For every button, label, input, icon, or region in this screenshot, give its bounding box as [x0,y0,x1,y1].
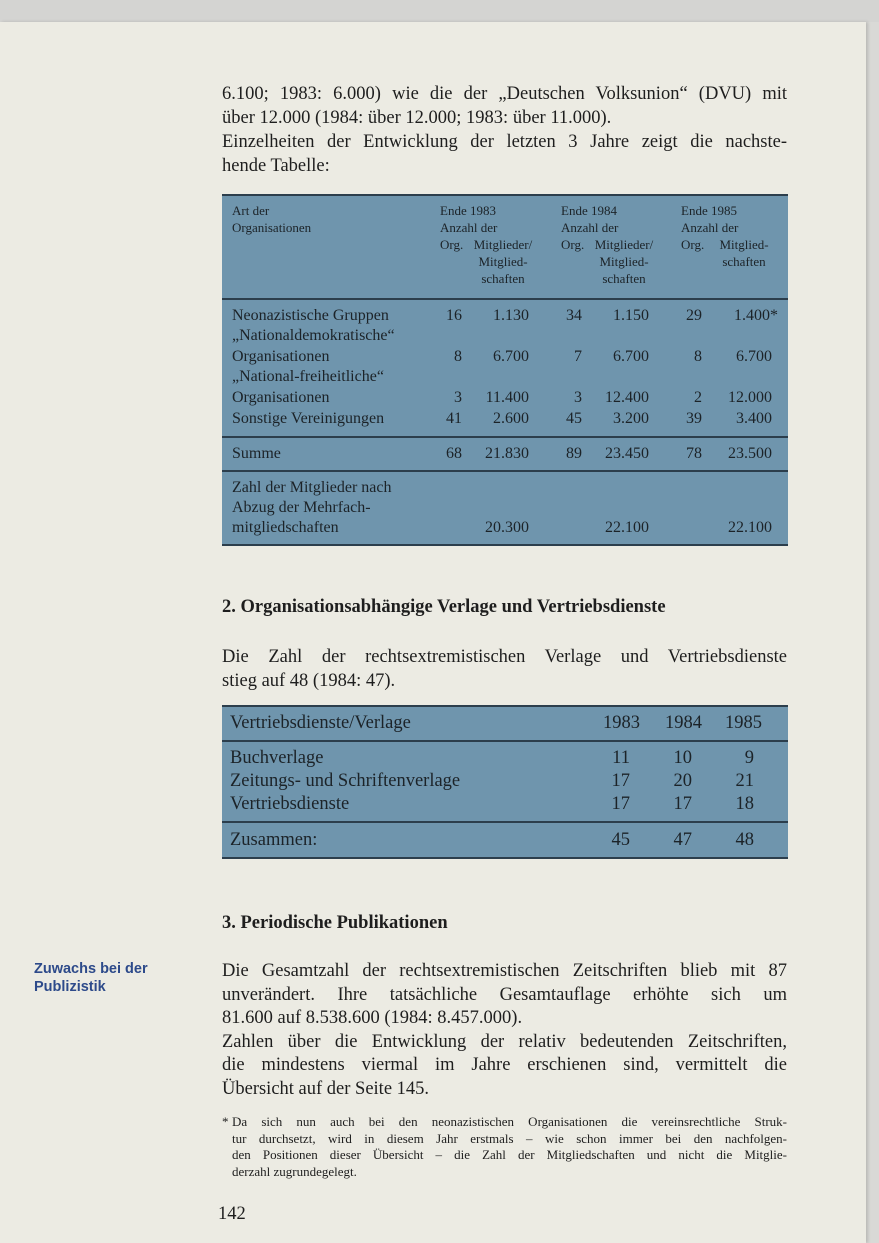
net-1985: 22.100 [728,519,772,536]
cell-org-1984: 3 [574,389,582,406]
cell-1985: 21 [735,771,754,791]
footnote-line: den Positionen dieser Übersicht – die Zahl der Mitgliedschaften und nicht die Mitglie- [232,1147,787,1162]
sum-label: Summe [232,445,281,462]
table-rule [222,544,788,546]
sum-org-1984: 89 [566,445,582,462]
cell-org-1985: 2 [694,389,702,406]
cell-1983: 17 [611,794,630,814]
paragraph-line: Die Gesamtzahl der rechtsextremistischen Zeitschriften blieb mit 87 [222,961,787,981]
paragraph-line: Zahlen über die Entwicklung der relativ bedeutenden Zeitschriften, [222,1031,787,1052]
section-3-paragraph [222,960,787,1101]
sum-members-1984: 23.450 [605,445,649,462]
table-rule [222,194,788,196]
table-rule [222,470,788,472]
cell-members-1985: 1.400* [734,307,778,324]
sum-members-1983: 21.830 [485,445,529,462]
row-label: „Nationaldemokratische“ [232,327,395,344]
header-year: 1983 [603,713,640,733]
footnote-line: derzahl zugrundegelegt. [232,1163,357,1179]
cell-org-1983: 8 [454,348,462,365]
cell-members-1983: 1.130 [493,307,529,324]
table-rule [222,298,788,300]
subheader-members-1983: Mitglieder/ Mitglied- schaften [473,237,533,286]
cell-1984: 17 [673,794,692,814]
scan-top-band [0,0,879,22]
cell-org-1985: 29 [686,307,702,324]
intro-line: 6.100; 1983: 6.000) wie die der „Deutschen Volksunion“ (DVU) mit [222,84,787,104]
header-1984: Ende 1984 Anzahl der [561,203,619,235]
header-1983: Ende 1983 Anzahl der [440,203,498,235]
cell-1984: 10 [673,748,692,768]
subheader-org-1985: Org. [681,237,705,252]
row-label: Zeitungs- und Schriftenverlage [230,771,461,791]
cell-1985: 18 [735,794,754,814]
paragraph-line: die mindestens viermal im Jahre erschienen sind, vermittelt die [222,1055,787,1075]
cell-members-1985: 12.000 [728,389,772,406]
cell-org-1985: 8 [694,348,702,365]
intro-line: hende Tabelle: [222,156,330,176]
section-2-paragraph [222,645,787,693]
cell-1983: 17 [611,771,630,791]
footnote-marker: * [222,1114,229,1129]
subheader-members-1984: Mitglieder/ Mitglied- schaften [594,237,654,286]
row-label: Sonstige Vereinigungen [232,410,385,427]
row-label: „National-freiheitliche“ [232,368,384,385]
row-label: Neonazistische Gruppen [232,307,389,324]
subheader-org-1984: Org. [561,237,585,252]
table-rule [222,436,788,438]
footnote-line: Da sich nun auch bei den neonazistischen Organisationen die vereinsrechtliche Struk- [232,1114,787,1129]
page-number: 142 [218,1204,246,1224]
cell-1985: 9 [744,748,754,768]
paragraph-line: 81.600 auf 8.538.600 (1984: 8.457.000). [222,1008,523,1028]
publishers-table [222,705,788,859]
row-label: Vertriebsdienste [230,794,350,814]
total-1984: 47 [673,830,692,850]
cell-1983: 11 [612,748,630,768]
subheader-members-1985: Mitglied- schaften [719,237,769,269]
table-rule [222,821,788,823]
paragraph-line: stieg auf 48 (1984: 47). [222,671,396,691]
sum-members-1985: 23.500 [728,445,772,462]
organisations-table [222,194,788,546]
sum-org-1983: 68 [446,445,462,462]
header-label: Vertriebsdienste/Verlage [230,713,411,733]
table-rule [222,857,788,859]
cell-org-1984: 7 [574,348,582,365]
cell-1984: 20 [673,771,692,791]
row-label: Organisationen [232,348,330,365]
row-label: Organisationen [232,389,330,406]
cell-org-1984: 34 [566,307,582,324]
cell-org-1983: 41 [446,410,462,427]
table-rule [222,740,788,742]
cell-org-1984: 45 [566,410,582,427]
subheader-org-1983: Org. [440,237,464,252]
margin-note: Zuwachs bei der Publizistik [34,961,148,995]
cell-members-1983: 11.400 [485,389,529,406]
paragraph-line: unverändert. Ihre tatsächliche Gesamtauflage erhöhte sich um [222,984,787,1005]
total-label: Zusammen: [230,830,318,850]
intro-line: Einzelheiten der Entwicklung der letzten 3 Jahre zeigt die nachste- [222,132,787,152]
cell-members-1985: 6.700 [736,348,772,365]
total-1985: 48 [735,830,754,850]
cell-members-1985: 3.400 [736,410,772,427]
header-year: 1984 [665,713,702,733]
cell-org-1983: 16 [446,307,462,324]
net-1983: 20.300 [485,519,529,536]
section-2-heading: 2. Organisationsabhängige Verlage und Vertriebsdienste [222,597,666,617]
cell-org-1985: 39 [686,410,702,427]
footnote-line: tur durchsetzt, wird in diesem Jahr erstmals – wie schon immer bei den nachfolgen- [232,1130,787,1146]
cell-members-1984: 12.400 [605,389,649,406]
cell-members-1984: 1.150 [613,307,649,324]
paragraph-line: Übersicht auf der Seite 145. [222,1078,430,1099]
paragraph-line: Die Zahl der rechtsextremistischen Verlage und Vertriebsdienste [222,647,787,667]
net-label: Zahl der Mitglieder nach Abzug der Mehrfach- mitgliedschaften [232,479,392,536]
header-col-organisation: Art der Organisationen [232,203,312,235]
row-label: Buchverlage [230,748,324,768]
sum-org-1985: 78 [686,445,702,462]
cell-members-1983: 6.700 [493,348,529,365]
cell-members-1983: 2.600 [493,410,529,427]
cell-members-1984: 6.700 [613,348,649,365]
header-1985: Ende 1985 Anzahl der [681,203,739,235]
table-rule [222,705,788,707]
intro-paragraph [222,82,787,178]
footnote [222,1114,787,1180]
net-1984: 22.100 [605,519,649,536]
section-3-heading: 3. Periodische Publikationen [222,913,448,933]
total-1983: 45 [611,830,630,850]
intro-line: über 12.000 (1984: über 12.000; 1983: über 11.000). [222,108,612,128]
cell-members-1984: 3.200 [613,410,649,427]
cell-org-1983: 3 [454,389,462,406]
header-year: 1985 [725,713,762,733]
